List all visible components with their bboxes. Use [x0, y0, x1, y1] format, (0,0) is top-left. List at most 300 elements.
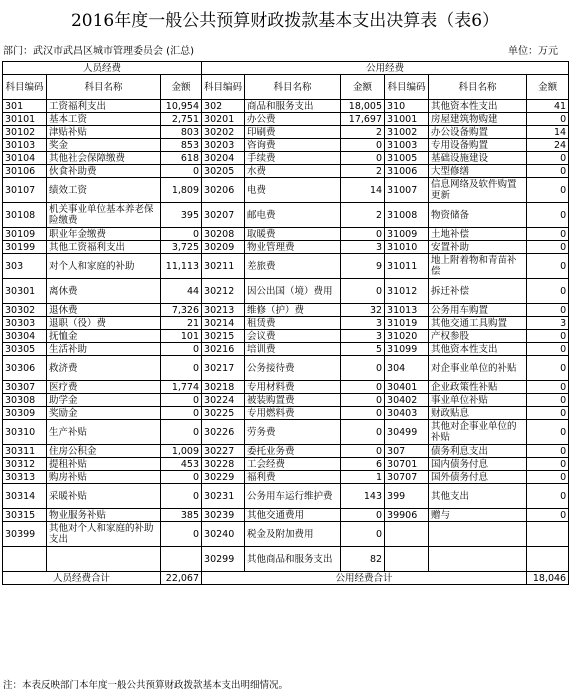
- public-total-value: 18,046: [527, 572, 569, 585]
- cell-name: 办公设备购置: [429, 126, 527, 139]
- public-total-label: 公用经费合计: [202, 572, 527, 585]
- cell-amount: 10,954: [161, 100, 202, 113]
- column-header-row: [3, 75, 569, 100]
- cell-name: 债务利息支出: [429, 445, 527, 458]
- cell-code: 30311: [3, 445, 47, 458]
- cell-amount: 143: [341, 484, 385, 509]
- cell-name: 基础设施建设: [429, 152, 527, 165]
- cell-amount: [527, 522, 569, 547]
- cell-code: 31005: [385, 152, 429, 165]
- cell-name: 福利费: [245, 471, 341, 484]
- cell-name: 其他资本性支出: [429, 343, 527, 356]
- cell-name: 税金及附加费用: [245, 522, 341, 547]
- cell-code: 31010: [385, 241, 429, 254]
- cell-amount: 0: [161, 228, 202, 241]
- cell-name: 手续费: [245, 152, 341, 165]
- header-name: 科目名称: [245, 75, 341, 100]
- cell-amount: 0: [341, 407, 385, 420]
- header-amount: 金额: [341, 75, 385, 100]
- cell-code: 30208: [202, 228, 245, 241]
- cell-code: 30315: [3, 509, 47, 522]
- cell-amount: 11,113: [161, 254, 202, 279]
- cell-amount: 3: [341, 330, 385, 343]
- cell-code: 30204: [202, 152, 245, 165]
- cell-code: 30310: [3, 420, 47, 445]
- cell-code: 31001: [385, 113, 429, 126]
- cell-code: 31007: [385, 178, 429, 203]
- cell-amount: 0: [341, 228, 385, 241]
- cell-amount: 453: [161, 458, 202, 471]
- cell-code: 30101: [3, 113, 47, 126]
- cell-name: 生产补贴: [47, 420, 161, 445]
- cell-name: 提租补贴: [47, 458, 161, 471]
- cell-name: 事业单位补贴: [429, 394, 527, 407]
- group-header-row: [3, 62, 569, 75]
- table-row: [3, 381, 569, 394]
- cell-amount: 101: [161, 330, 202, 343]
- cell-code: 30205: [202, 165, 245, 178]
- cell-amount: 0: [341, 356, 385, 381]
- cell-name: 其他工资福利支出: [47, 241, 161, 254]
- cell-amount: 0: [341, 522, 385, 547]
- cell-name: 劳务费: [245, 420, 341, 445]
- cell-amount: 0: [527, 113, 569, 126]
- cell-amount: 0: [341, 509, 385, 522]
- cell-amount: 24: [527, 139, 569, 152]
- cell-amount: 14: [527, 126, 569, 139]
- cell-code: 399: [385, 484, 429, 509]
- personnel-total-label: 人员经费合计: [3, 572, 161, 585]
- cell-code: 30303: [3, 317, 47, 330]
- cell-name: [47, 547, 161, 572]
- cell-code: 30213: [202, 304, 245, 317]
- table-row: [3, 522, 569, 547]
- cell-name: 公务接待费: [245, 356, 341, 381]
- cell-amount: 0: [527, 407, 569, 420]
- cell-amount: 395: [161, 203, 202, 228]
- cell-name: 国内债务付息: [429, 458, 527, 471]
- cell-code: 30399: [3, 522, 47, 547]
- cell-amount: 853: [161, 139, 202, 152]
- cell-amount: 14: [341, 178, 385, 203]
- cell-name: 抚恤金: [47, 330, 161, 343]
- cell-name: 机关事业单位基本养老保险缴费: [47, 203, 161, 228]
- cell-amount: 0: [527, 420, 569, 445]
- cell-name: 救济费: [47, 356, 161, 381]
- cell-code: 30402: [385, 394, 429, 407]
- cell-name: 其他对个人和家庭的补助支出: [47, 522, 161, 547]
- cell-amount: 0: [527, 445, 569, 458]
- header-amount: 金额: [527, 75, 569, 100]
- cell-name: [429, 547, 527, 572]
- cell-name: 其他对企事业单位的补贴: [429, 420, 527, 445]
- cell-amount: 0: [341, 279, 385, 304]
- cell-name: 生活补助: [47, 343, 161, 356]
- cell-amount: 41: [527, 100, 569, 113]
- cell-code: 30216: [202, 343, 245, 356]
- cell-name: 大型修缮: [429, 165, 527, 178]
- cell-code: 30209: [202, 241, 245, 254]
- cell-amount: 0: [527, 152, 569, 165]
- cell-name: 拆迁补偿: [429, 279, 527, 304]
- cell-name: 委托业务费: [245, 445, 341, 458]
- cell-name: 因公出国（境）费用: [245, 279, 341, 304]
- cell-amount: 0: [341, 381, 385, 394]
- cell-name: 被装购置费: [245, 394, 341, 407]
- header-amount: 金额: [161, 75, 202, 100]
- table-row: [3, 458, 569, 471]
- table-row: [3, 407, 569, 420]
- cell-amount: 9: [341, 254, 385, 279]
- cell-name: 赠与: [429, 509, 527, 522]
- table-row: [3, 394, 569, 407]
- cell-code: 30309: [3, 407, 47, 420]
- group-header-public: 公用经费: [202, 62, 569, 75]
- cell-amount: 0: [341, 394, 385, 407]
- cell-code: 30301: [3, 279, 47, 304]
- header-name: 科目名称: [47, 75, 161, 100]
- cell-amount: 803: [161, 126, 202, 139]
- cell-amount: 0: [527, 343, 569, 356]
- cell-code: 301: [3, 100, 47, 113]
- cell-amount: [527, 547, 569, 572]
- cell-code: 30109: [3, 228, 47, 241]
- cell-code: [385, 547, 429, 572]
- cell-name: 绩效工资: [47, 178, 161, 203]
- cell-amount: 0: [527, 471, 569, 484]
- cell-name: 其他交通费用: [245, 509, 341, 522]
- cell-amount: 1,774: [161, 381, 202, 394]
- cell-code: 30107: [3, 178, 47, 203]
- table-row: [3, 509, 569, 522]
- cell-code: 31013: [385, 304, 429, 317]
- cell-code: 31009: [385, 228, 429, 241]
- cell-code: 31012: [385, 279, 429, 304]
- table-row: [3, 178, 569, 203]
- cell-name: 维修（护）费: [245, 304, 341, 317]
- cell-amount: 44: [161, 279, 202, 304]
- cell-amount: 0: [527, 381, 569, 394]
- cell-code: 304: [385, 356, 429, 381]
- personnel-total-value: 22,067: [161, 572, 202, 585]
- cell-amount: 0: [527, 241, 569, 254]
- cell-amount: 0: [527, 509, 569, 522]
- cell-amount: 5: [341, 343, 385, 356]
- cell-name: 其他交通工具购置: [429, 317, 527, 330]
- cell-amount: 0: [527, 203, 569, 228]
- cell-name: 专用设备购置: [429, 139, 527, 152]
- cell-name: 公务用车运行维护费: [245, 484, 341, 509]
- cell-amount: 2: [341, 165, 385, 178]
- cell-amount: 0: [341, 445, 385, 458]
- cell-name: 对个人和家庭的补助: [47, 254, 161, 279]
- cell-name: 培训费: [245, 343, 341, 356]
- cell-code: 39906: [385, 509, 429, 522]
- cell-amount: 1,809: [161, 178, 202, 203]
- table-row: [3, 203, 569, 228]
- table-row: [3, 356, 569, 381]
- cell-code: 30403: [385, 407, 429, 420]
- cell-code: 30201: [202, 113, 245, 126]
- cell-amount: 21: [161, 317, 202, 330]
- cell-code: 31011: [385, 254, 429, 279]
- cell-name: 电费: [245, 178, 341, 203]
- cell-name: 取暖费: [245, 228, 341, 241]
- cell-code: 30307: [3, 381, 47, 394]
- table-row: [3, 152, 569, 165]
- table-row: [3, 254, 569, 279]
- cell-code: 30218: [202, 381, 245, 394]
- cell-name: 对企事业单位的补贴: [429, 356, 527, 381]
- cell-code: 30217: [202, 356, 245, 381]
- cell-name: 其他支出: [429, 484, 527, 509]
- cell-name: 公务用车购置: [429, 304, 527, 317]
- cell-code: 30104: [3, 152, 47, 165]
- cell-name: 奖励金: [47, 407, 161, 420]
- cell-amount: 0: [161, 420, 202, 445]
- table-row: [3, 279, 569, 304]
- table-row: [3, 445, 569, 458]
- cell-amount: 0: [341, 152, 385, 165]
- cell-amount: 0: [161, 394, 202, 407]
- cell-code: 30313: [3, 471, 47, 484]
- cell-amount: 18,005: [341, 100, 385, 113]
- cell-amount: 0: [341, 139, 385, 152]
- cell-amount: 6: [341, 458, 385, 471]
- totals-row: [3, 572, 569, 585]
- cell-name: 其他社会保障缴费: [47, 152, 161, 165]
- cell-code: 30224: [202, 394, 245, 407]
- footnote: 注：本表反映部门本年度一般公共预算财政拨款基本支出明细情况。: [3, 680, 289, 691]
- cell-code: 30211: [202, 254, 245, 279]
- cell-code: 30312: [3, 458, 47, 471]
- cell-name: 购房补贴: [47, 471, 161, 484]
- cell-code: 31019: [385, 317, 429, 330]
- cell-name: 地上附着物和青苗补偿: [429, 254, 527, 279]
- cell-amount: 0: [527, 356, 569, 381]
- cell-name: 信息网络及软件购置更新: [429, 178, 527, 203]
- cell-name: 医疗费: [47, 381, 161, 394]
- cell-code: 30225: [202, 407, 245, 420]
- header-name: 科目名称: [429, 75, 527, 100]
- cell-name: 伙食补助费: [47, 165, 161, 178]
- cell-name: 产权参股: [429, 330, 527, 343]
- cell-code: 30206: [202, 178, 245, 203]
- cell-code: 30226: [202, 420, 245, 445]
- group-header-personnel: 人员经费: [3, 62, 202, 75]
- cell-name: 专用材料费: [245, 381, 341, 394]
- cell-code: 30239: [202, 509, 245, 522]
- cell-code: 30202: [202, 126, 245, 139]
- cell-amount: 0: [341, 420, 385, 445]
- cell-code: 31099: [385, 343, 429, 356]
- table-row: [3, 330, 569, 343]
- cell-amount: 0: [161, 343, 202, 356]
- cell-amount: 1,009: [161, 445, 202, 458]
- cell-code: 30199: [3, 241, 47, 254]
- cell-code: 30499: [385, 420, 429, 445]
- table-row: [3, 547, 569, 572]
- cell-amount: 17,697: [341, 113, 385, 126]
- cell-amount: 0: [527, 165, 569, 178]
- table-row: [3, 304, 569, 317]
- cell-amount: 0: [161, 407, 202, 420]
- cell-name: 企业政策性补贴: [429, 381, 527, 394]
- cell-code: 30305: [3, 343, 47, 356]
- cell-amount: 3: [527, 317, 569, 330]
- cell-amount: 2: [341, 126, 385, 139]
- table-row: [3, 165, 569, 178]
- header-code: 科目编码: [202, 75, 245, 100]
- cell-amount: 0: [527, 254, 569, 279]
- cell-code: 310: [385, 100, 429, 113]
- cell-amount: 0: [527, 458, 569, 471]
- cell-code: 30701: [385, 458, 429, 471]
- cell-code: 30103: [3, 139, 47, 152]
- cell-name: 物资储备: [429, 203, 527, 228]
- cell-name: 邮电费: [245, 203, 341, 228]
- cell-code: 31006: [385, 165, 429, 178]
- cell-amount: 2: [341, 203, 385, 228]
- cell-name: 住房公积金: [47, 445, 161, 458]
- table-row: [3, 420, 569, 445]
- cell-name: 办公费: [245, 113, 341, 126]
- cell-amount: 7,326: [161, 304, 202, 317]
- header-code: 科目编码: [385, 75, 429, 100]
- cell-name: 工会经费: [245, 458, 341, 471]
- cell-code: 30314: [3, 484, 47, 509]
- cell-code: 30304: [3, 330, 47, 343]
- cell-name: 专用燃料费: [245, 407, 341, 420]
- cell-amount: 0: [527, 279, 569, 304]
- cell-code: 31008: [385, 203, 429, 228]
- cell-code: [385, 522, 429, 547]
- cell-code: 30214: [202, 317, 245, 330]
- cell-amount: 32: [341, 304, 385, 317]
- cell-amount: 3: [341, 241, 385, 254]
- cell-name: 职业年金缴费: [47, 228, 161, 241]
- table-row: [3, 228, 569, 241]
- cell-name: 退职（役）费: [47, 317, 161, 330]
- cell-name: [429, 522, 527, 547]
- department-label: 部门：武汉市武昌区城市管理委员会 (汇总): [3, 46, 194, 57]
- cell-code: 30227: [202, 445, 245, 458]
- cell-amount: 82: [341, 547, 385, 572]
- cell-name: 土地补偿: [429, 228, 527, 241]
- cell-amount: 0: [161, 484, 202, 509]
- cell-name: 工资福利支出: [47, 100, 161, 113]
- cell-name: 离休费: [47, 279, 161, 304]
- cell-code: 31020: [385, 330, 429, 343]
- unit-label: 单位：万元: [508, 46, 558, 57]
- cell-code: 30401: [385, 381, 429, 394]
- cell-code: 30707: [385, 471, 429, 484]
- cell-name: 物业服务补贴: [47, 509, 161, 522]
- cell-code: 30228: [202, 458, 245, 471]
- cell-code: [3, 547, 47, 572]
- expenditure-table: [2, 61, 569, 585]
- cell-amount: 3,725: [161, 241, 202, 254]
- table-row: [3, 471, 569, 484]
- cell-code: 30207: [202, 203, 245, 228]
- cell-code: 30108: [3, 203, 47, 228]
- table-row: [3, 343, 569, 356]
- cell-amount: 3: [341, 317, 385, 330]
- cell-code: 30106: [3, 165, 47, 178]
- cell-name: 差旅费: [245, 254, 341, 279]
- cell-amount: 1: [341, 471, 385, 484]
- cell-code: 30215: [202, 330, 245, 343]
- table-row: [3, 241, 569, 254]
- table-row: [3, 484, 569, 509]
- table-row: [3, 317, 569, 330]
- cell-code: 30212: [202, 279, 245, 304]
- cell-amount: 2,751: [161, 113, 202, 126]
- cell-amount: 0: [527, 228, 569, 241]
- cell-code: 302: [202, 100, 245, 113]
- cell-name: 国外债务付息: [429, 471, 527, 484]
- cell-name: 安置补助: [429, 241, 527, 254]
- cell-name: 水费: [245, 165, 341, 178]
- table-row: [3, 100, 569, 113]
- cell-code: 31003: [385, 139, 429, 152]
- cell-name: 津贴补贴: [47, 126, 161, 139]
- cell-amount: 0: [527, 484, 569, 509]
- cell-name: 退休费: [47, 304, 161, 317]
- cell-name: 房屋建筑物购建: [429, 113, 527, 126]
- cell-code: 303: [3, 254, 47, 279]
- cell-name: 印刷费: [245, 126, 341, 139]
- cell-name: 物业管理费: [245, 241, 341, 254]
- header-code: 科目编码: [3, 75, 47, 100]
- cell-name: 奖金: [47, 139, 161, 152]
- cell-name: 商品和服务支出: [245, 100, 341, 113]
- cell-name: 其他商品和服务支出: [245, 547, 341, 572]
- cell-name: 财政贴息: [429, 407, 527, 420]
- cell-amount: 0: [527, 178, 569, 203]
- cell-code: 30102: [3, 126, 47, 139]
- cell-amount: 385: [161, 509, 202, 522]
- cell-amount: 0: [527, 330, 569, 343]
- cell-amount: 0: [161, 165, 202, 178]
- cell-name: 其他资本性支出: [429, 100, 527, 113]
- cell-amount: 0: [161, 522, 202, 547]
- cell-amount: 0: [161, 471, 202, 484]
- cell-amount: [161, 547, 202, 572]
- cell-code: 30306: [3, 356, 47, 381]
- cell-name: 租赁费: [245, 317, 341, 330]
- cell-code: 307: [385, 445, 429, 458]
- cell-name: 会议费: [245, 330, 341, 343]
- table-row: [3, 139, 569, 152]
- cell-code: 30231: [202, 484, 245, 509]
- cell-code: 30203: [202, 139, 245, 152]
- cell-code: 30229: [202, 471, 245, 484]
- cell-name: 采暖补贴: [47, 484, 161, 509]
- cell-amount: 0: [527, 304, 569, 317]
- cell-code: 30240: [202, 522, 245, 547]
- cell-code: 30302: [3, 304, 47, 317]
- cell-name: 助学金: [47, 394, 161, 407]
- cell-name: 基本工资: [47, 113, 161, 126]
- cell-code: 30299: [202, 547, 245, 572]
- table-row: [3, 113, 569, 126]
- cell-amount: 0: [161, 356, 202, 381]
- cell-name: 咨询费: [245, 139, 341, 152]
- table-row: [3, 126, 569, 139]
- cell-code: 31002: [385, 126, 429, 139]
- cell-code: 30308: [3, 394, 47, 407]
